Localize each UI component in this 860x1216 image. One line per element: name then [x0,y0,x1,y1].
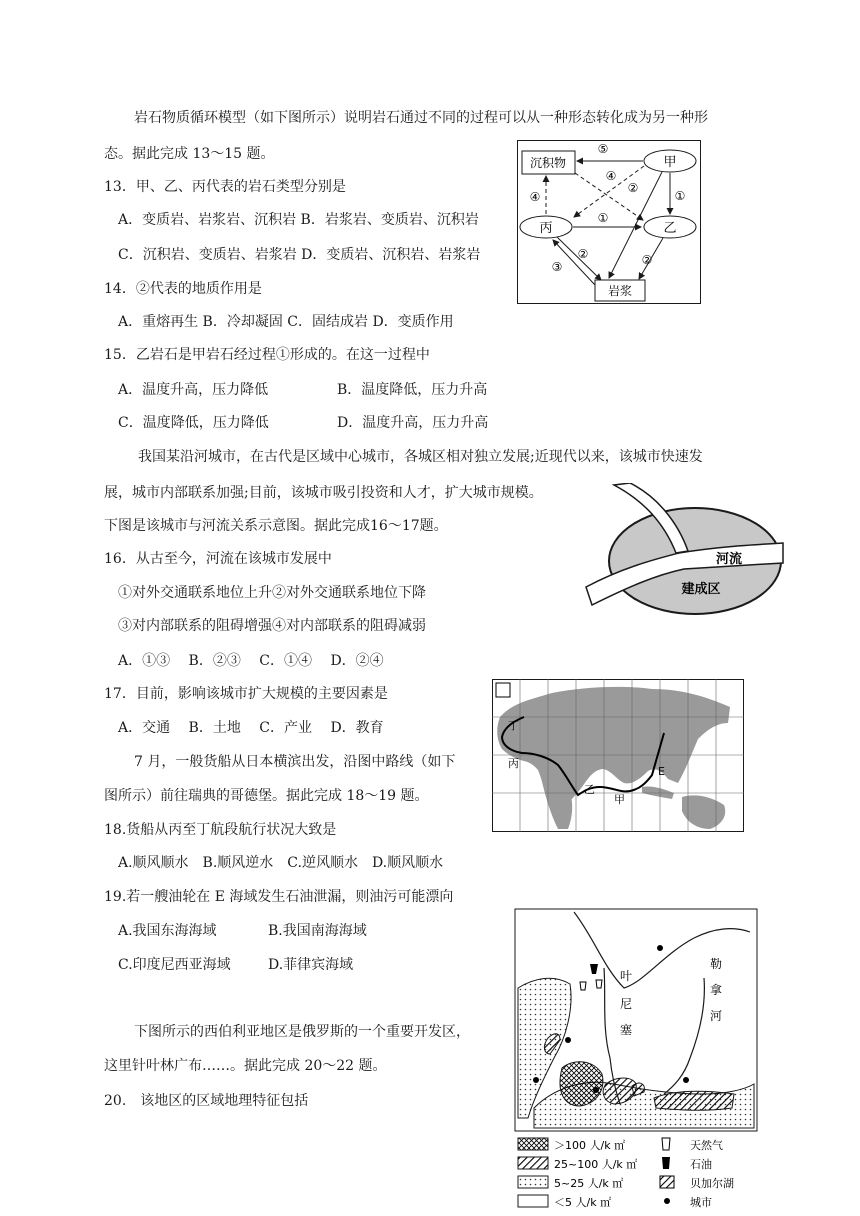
lena-char-1: 勒 [710,957,723,971]
label-4-top: ④ [605,169,617,183]
city-marker [657,945,663,951]
legend-gas: 天然气 [690,1139,723,1152]
node-jia: 甲 [663,155,677,170]
q13-options-cd: C．沉积岩、变质岩、岩浆岩 D．变质岩、沉积岩、岩浆岩 [118,247,481,263]
yenisei-char-2: 尼 [620,997,633,1011]
label-2-left: ② [577,247,589,261]
q15-stem: 15．乙岩石是甲岩石经过程①形成的。在这一过程中 [104,347,430,363]
oil-icon [662,1157,670,1169]
passage-ship-line2: 图所示）前往瑞典的哥德堡。据此完成 18～19 题。 [104,788,429,804]
route-label-e: E [658,765,665,778]
q14-options: A．重熔再生 B．冷却凝固 C．固结成岩 D．变质作用 [118,314,454,330]
lena-char-3: 河 [710,1009,723,1023]
q20-stem: 20. 该地区的区域地理特征包括 [104,1093,309,1109]
river-label: 河流 [715,552,743,567]
q15-option-a: A．温度升高，压力降低 [118,382,269,398]
city-marker [565,1037,571,1043]
node-bing: 丙 [539,221,553,236]
passage-rock-line2: 态。据此完成 13～15 题。 [104,146,275,162]
node-yi: 乙 [663,221,677,236]
q15-option-b: B．温度降低，压力升高 [337,382,488,398]
legend-swatch-d100 [518,1138,548,1150]
q16-options: A．①③ B．②③ C．①④ D．②④ [118,653,384,669]
route-label-bing: 丙 [508,757,519,770]
city-river-diagram [584,483,784,617]
label-1-mid: ① [597,211,609,225]
q17-stem: 17．目前，影响该城市扩大规模的主要因素是 [104,686,388,702]
legend-d5: ＜5 人/k ㎡ [554,1196,612,1209]
ship-route-map [492,679,744,832]
passage-siberia-line2: 这里针叶林广布……。据此完成 20～22 题。 [104,1058,387,1074]
gas-icon [662,1138,670,1150]
label-2-right: ② [641,253,653,267]
legend-d5-25: 5~25 人/k ㎡ [554,1177,624,1190]
passage-siberia-line1: 下图所示的西伯利亚地区是俄罗斯的一个重要开发区， [134,1024,470,1040]
legend-swatch-d5-25 [518,1176,548,1188]
yenisei-char-1: 叶 [620,969,633,983]
route-map-corner-mark [496,683,510,697]
label-2-top: ② [627,181,639,195]
label-5: ⑤ [597,142,609,156]
q17-options: A．交通 B．土地 C．产业 D．教育 [118,720,384,736]
q13-stem: 13．甲、乙、丙代表的岩石类型分别是 [104,179,346,195]
q18-options: A.顺风顺水 B.顺风逆水 C.逆风顺水 D.顺风顺水 [118,855,444,871]
legend-d100: ＞100 人/k ㎡ [554,1139,626,1152]
q13-options-ab: A．变质岩、岩浆岩、沉积岩 B．岩浆岩、变质岩、沉积岩 [118,212,479,228]
route-label-yi: 乙 [584,783,595,796]
legend-swatch-d5 [518,1195,548,1207]
node-sediment: 沉积物 [529,156,567,170]
q16-statements-12: ①对外交通联系地位上升②对外交通联系地位下降 [118,585,426,601]
lena-char-2: 拿 [710,983,723,997]
route-label-ding: 丁 [508,719,519,732]
node-magma: 岩浆 [607,284,633,298]
q15-option-d: D．温度升高，压力升高 [337,415,489,431]
q16-stem: 16．从古至今，河流在该城市发展中 [104,551,332,567]
siberia-map [514,908,758,1214]
q19-stem: 19.若一艘油轮在 E 海域发生石油泄漏，则油污可能漂向 [104,889,454,905]
city-marker [683,1077,689,1083]
q14-stem: 14．②代表的地质作用是 [104,281,262,297]
passage-city-line2: 展，城市内部联系加强;目前，该城市吸引投资和人才，扩大城市规模。 [104,485,543,501]
legend-swatch-d25-100 [518,1157,548,1169]
rock-cycle-diagram [517,140,701,304]
q19-option-a: A.我国东海海域 [118,923,217,939]
route-label-jia: 甲 [614,793,625,806]
region-mid-density-east [654,1091,734,1110]
yenisei-char-3: 塞 [620,1023,633,1037]
q19-option-d: D.菲律宾海域 [268,957,354,973]
city-marker [593,1087,599,1093]
legend-d25-100: 25~100 人/k ㎡ [554,1158,638,1171]
city-icon [664,1198,670,1204]
label-4-left: ④ [529,190,541,204]
q15-option-c: C．温度降低，压力降低 [118,415,269,431]
baikal-icon [660,1176,674,1188]
passage-ship-line1: 7 月，一般货船从日本横滨出发，沿图中路线（如下 [134,754,456,770]
passage-rock-line1: 岩石物质循环模型（如下图所示）说明岩石通过不同的过程可以从一种形态转化成为另一种形 [134,110,708,126]
q18-stem: 18.货船从丙至丁航段航行状况大致是 [104,822,337,838]
legend-baikal: 贝加尔湖 [690,1177,734,1190]
label-1-right: ① [674,189,686,203]
built-area-label: 建成区 [681,582,721,597]
passage-city-line1: 我国某沿河城市，在古代是区域中心城市，各城区相对独立发展;近现代以来，该城市快速发 [138,449,703,465]
q19-option-c: C.印度尼西亚海域 [118,957,231,973]
legend-city: 城市 [690,1196,712,1209]
label-3: ③ [551,260,563,274]
passage-city-line3: 下图是该城市与河流关系示意图。据此完成16～17题。 [104,518,448,534]
gas-marker-map [580,982,586,990]
gas-marker-map [596,980,602,988]
siberia-legend [518,1138,734,1209]
q19-option-b: B.我国南海海域 [268,923,367,939]
city-marker [533,1077,539,1083]
q16-statements-34: ③对内部联系的阻碍增强④对内部联系的阻碍减弱 [118,618,426,634]
legend-oil: 石油 [690,1158,712,1171]
